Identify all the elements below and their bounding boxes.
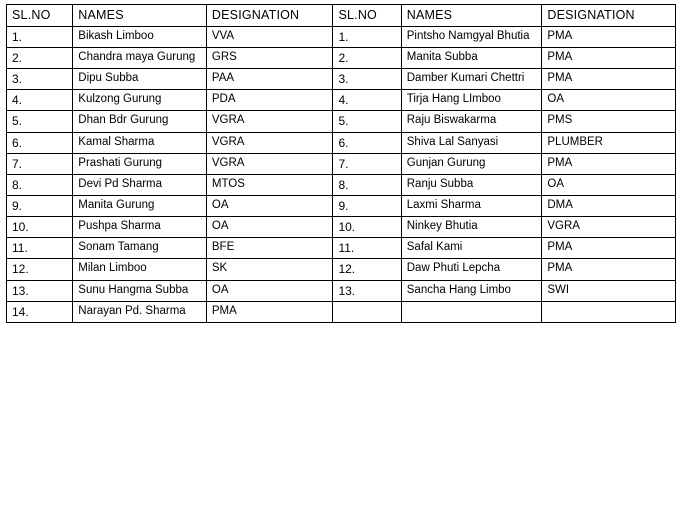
table-row	[7, 26, 676, 47]
cell-name-right: Raju Biswakarma	[401, 111, 542, 132]
cell-name-left: Pushpa Sharma	[73, 217, 207, 238]
cell-name-right: Ranju Subba	[401, 174, 542, 195]
cell-name-right: Damber Kumari Chettri	[401, 69, 542, 90]
cell-slno-right: 9.	[333, 196, 401, 217]
cell-slno-right: 4.	[333, 90, 401, 111]
cell-designation-right: OA	[542, 174, 676, 195]
cell-designation-left: VGRA	[206, 153, 333, 174]
cell-name-right: Ninkey Bhutia	[401, 217, 542, 238]
table-row	[7, 280, 676, 301]
cell-designation-right	[542, 301, 676, 322]
table-header-row	[7, 5, 676, 27]
table-row	[7, 47, 676, 68]
cell-slno-left: 3.	[7, 69, 73, 90]
cell-slno-left: 6.	[7, 132, 73, 153]
cell-name-left: Dhan Bdr Gurung	[73, 111, 207, 132]
cell-name-left: Chandra maya Gurung	[73, 47, 207, 68]
cell-slno-right: 1.	[333, 26, 401, 47]
cell-designation-left: OA	[206, 280, 333, 301]
cell-name-right: Tirja Hang LImboo	[401, 90, 542, 111]
cell-name-right: Sancha Hang Limbo	[401, 280, 542, 301]
cell-slno-right: 2.	[333, 47, 401, 68]
cell-slno-right	[333, 301, 401, 322]
table-row	[7, 217, 676, 238]
cell-name-right: Safal Kami	[401, 238, 542, 259]
cell-name-left: Manita Gurung	[73, 196, 207, 217]
cell-designation-left: PMA	[206, 301, 333, 322]
cell-name-left: Kamal Sharma	[73, 132, 207, 153]
cell-slno-left: 2.	[7, 47, 73, 68]
cell-name-left: Sonam Tamang	[73, 238, 207, 259]
cell-slno-right: 10.	[333, 217, 401, 238]
cell-designation-left: VVA	[206, 26, 333, 47]
cell-slno-right: 6.	[333, 132, 401, 153]
cell-name-left: Dipu Subba	[73, 69, 207, 90]
cell-designation-right: SWI	[542, 280, 676, 301]
cell-slno-left: 13.	[7, 280, 73, 301]
cell-designation-right: PMA	[542, 153, 676, 174]
cell-designation-left: PAA	[206, 69, 333, 90]
table-row	[7, 153, 676, 174]
cell-slno-right: 11.	[333, 238, 401, 259]
table-row	[7, 259, 676, 280]
cell-designation-left: VGRA	[206, 132, 333, 153]
cell-name-left: Prashati Gurung	[73, 153, 207, 174]
table-row	[7, 238, 676, 259]
cell-name-right: Pintsho Namgyal Bhutia	[401, 26, 542, 47]
column-header-names-right: NAMES	[401, 5, 542, 27]
cell-name-right	[401, 301, 542, 322]
cell-designation-left: MTOS	[206, 174, 333, 195]
cell-slno-left: 1.	[7, 26, 73, 47]
cell-slno-left: 14.	[7, 301, 73, 322]
cell-name-left: Narayan Pd. Sharma	[73, 301, 207, 322]
table-body	[7, 26, 676, 322]
table-row	[7, 69, 676, 90]
cell-designation-right: DMA	[542, 196, 676, 217]
cell-name-left: Bikash Limboo	[73, 26, 207, 47]
cell-designation-left: BFE	[206, 238, 333, 259]
cell-name-right: Daw Phuti Lepcha	[401, 259, 542, 280]
table-row	[7, 174, 676, 195]
table-row	[7, 196, 676, 217]
cell-designation-right: VGRA	[542, 217, 676, 238]
cell-slno-left: 12.	[7, 259, 73, 280]
cell-designation-left: GRS	[206, 47, 333, 68]
cell-designation-left: OA	[206, 217, 333, 238]
cell-slno-right: 8.	[333, 174, 401, 195]
column-header-designation-left: DESIGNATION	[206, 5, 333, 27]
column-header-slno-right: SL.NO	[333, 5, 401, 27]
cell-slno-left: 4.	[7, 90, 73, 111]
cell-designation-left: OA	[206, 196, 333, 217]
cell-slno-left: 9.	[7, 196, 73, 217]
cell-name-right: Gunjan Gurung	[401, 153, 542, 174]
cell-designation-left: SK	[206, 259, 333, 280]
cell-slno-right: 3.	[333, 69, 401, 90]
cell-name-right: Manita Subba	[401, 47, 542, 68]
table-row	[7, 132, 676, 153]
table-header	[7, 5, 676, 27]
cell-designation-right: PMA	[542, 69, 676, 90]
cell-slno-right: 5.	[333, 111, 401, 132]
cell-name-right: Laxmi Sharma	[401, 196, 542, 217]
cell-slno-right: 7.	[333, 153, 401, 174]
table-row	[7, 111, 676, 132]
cell-designation-left: PDA	[206, 90, 333, 111]
cell-name-left: Milan Limboo	[73, 259, 207, 280]
cell-designation-right: PMA	[542, 238, 676, 259]
cell-designation-right: PMA	[542, 259, 676, 280]
cell-slno-left: 8.	[7, 174, 73, 195]
cell-designation-right: PMA	[542, 47, 676, 68]
cell-designation-left: VGRA	[206, 111, 333, 132]
cell-designation-right: PLUMBER	[542, 132, 676, 153]
cell-slno-right: 13.	[333, 280, 401, 301]
table-row	[7, 90, 676, 111]
cell-slno-left: 11.	[7, 238, 73, 259]
cell-slno-left: 7.	[7, 153, 73, 174]
cell-name-left: Devi Pd Sharma	[73, 174, 207, 195]
cell-name-left: Kulzong Gurung	[73, 90, 207, 111]
cell-name-left: Sunu Hangma Subba	[73, 280, 207, 301]
staff-roster-table	[6, 4, 676, 323]
cell-slno-left: 10.	[7, 217, 73, 238]
column-header-names-left: NAMES	[73, 5, 207, 27]
cell-slno-right: 12.	[333, 259, 401, 280]
cell-designation-right: PMA	[542, 26, 676, 47]
cell-name-right: Shiva Lal Sanyasi	[401, 132, 542, 153]
cell-slno-left: 5.	[7, 111, 73, 132]
table-row	[7, 301, 676, 322]
cell-designation-right: PMS	[542, 111, 676, 132]
column-header-designation-right: DESIGNATION	[542, 5, 676, 27]
column-header-slno-left: SL.NO	[7, 5, 73, 27]
cell-designation-right: OA	[542, 90, 676, 111]
